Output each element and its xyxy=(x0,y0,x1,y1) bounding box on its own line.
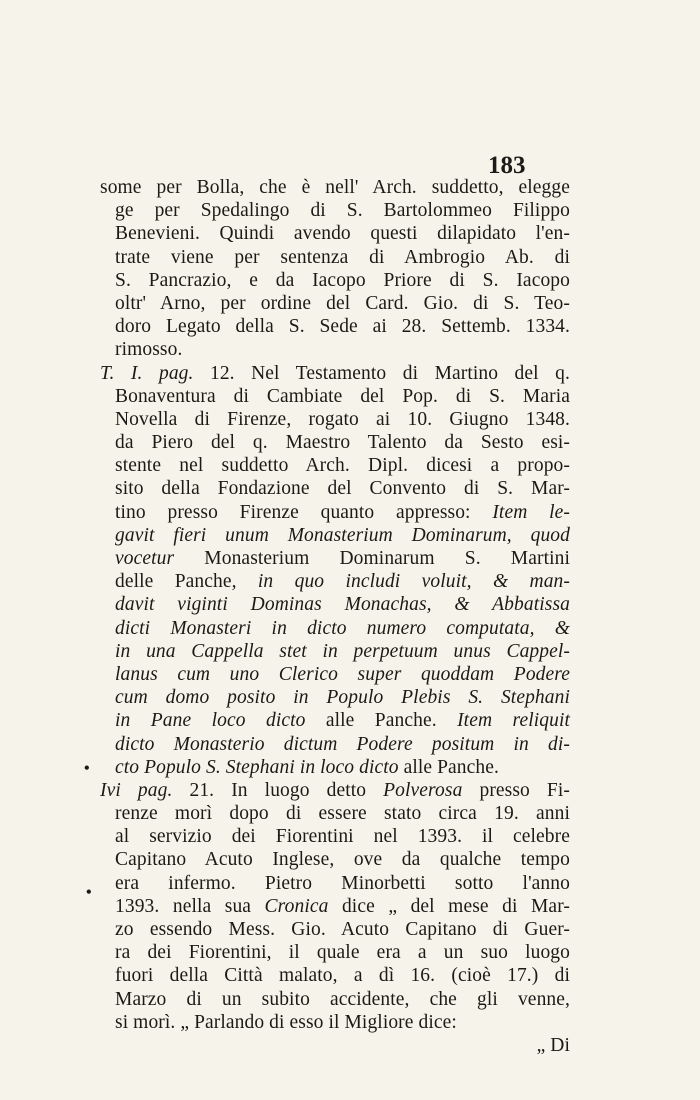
text-line xyxy=(100,501,570,524)
text-line xyxy=(100,709,570,732)
text-line xyxy=(100,431,570,454)
text-run: Capitano Acuto Inglese, ove da qualche tempo xyxy=(115,849,570,871)
text-line xyxy=(100,756,570,779)
text-line xyxy=(100,964,570,987)
text-line xyxy=(100,941,570,964)
text-line xyxy=(100,593,570,616)
text-run: si morì. „ Parlando di esso il Migliore dice: xyxy=(115,1011,457,1033)
text-line xyxy=(100,385,570,408)
text-line xyxy=(100,408,570,431)
text-line xyxy=(100,825,570,848)
text-run: ge per Spedalingo di S. Bartolommeo Filippo xyxy=(115,200,570,222)
text-line xyxy=(100,477,570,500)
text-run: tino presso Firenze quanto appresso: xyxy=(115,501,493,523)
italic-text: gavit fieri unum Monasterium Dominarum, quod xyxy=(115,524,570,546)
text-run: dice „ del mese di Mar- xyxy=(328,895,570,917)
text-run: fuori della Città malato, a dì 16. (cioè 17.) di xyxy=(115,965,570,987)
text-line xyxy=(100,176,570,199)
text-run: ra dei Fiorentini, il quale era a un suo luogo xyxy=(115,942,570,964)
text-line xyxy=(100,570,570,593)
margin-mark: • xyxy=(86,884,92,901)
italic-text: , in quo includi voluit, & man- xyxy=(231,571,571,593)
text-line xyxy=(100,222,570,245)
text-line xyxy=(100,547,570,570)
text-run: S. Pancrazio, e da Iacopo Priore di S. Iacopo xyxy=(115,269,570,291)
text-line xyxy=(100,246,570,269)
italic-text: Item le- xyxy=(492,501,570,523)
text-line xyxy=(100,918,570,941)
text-line xyxy=(100,640,570,663)
text-run: presso Fi- xyxy=(462,779,570,801)
text-line xyxy=(100,663,570,686)
italic-text: dicto Monasterio dictum Podere positum in di- xyxy=(115,733,570,755)
text-line xyxy=(100,733,570,756)
text-line xyxy=(100,1011,570,1034)
text-run: sito della Fondazione del Convento di S. Mar- xyxy=(115,478,570,500)
italic-text: vocetur xyxy=(115,548,175,569)
italic-text: Ivi pag. xyxy=(100,779,173,801)
italic-text: Item reliquit xyxy=(457,710,571,732)
text-run: rimosso. xyxy=(115,339,183,361)
italic-text: cum domo posito in Populo Plebis S. Stephani xyxy=(115,687,570,709)
text-line xyxy=(100,362,570,385)
italic-text: in Pane loco dicto xyxy=(115,710,306,732)
text-run: delle Panche xyxy=(115,571,232,593)
text-line xyxy=(100,524,570,547)
text-line xyxy=(100,454,570,477)
text-run: Monasterium Dominarum S. Martini xyxy=(174,548,570,569)
text-run: al servizio dei Fiorentini nel 1393. il celebre xyxy=(115,826,570,848)
text-line xyxy=(100,779,570,802)
text-run: Novella di Firenze, rogato ai 10. Giugno 1348. xyxy=(115,408,570,430)
italic-text: dicti Monasteri in dicto numero computata, & xyxy=(115,617,570,639)
text-run: 1393. nella sua xyxy=(115,895,265,917)
body-text xyxy=(100,176,570,1057)
text-line xyxy=(100,199,570,222)
text-run: da Piero del q. Maestro Talento da Sesto esi- xyxy=(115,432,570,454)
text-line xyxy=(100,617,570,640)
text-line xyxy=(100,872,570,895)
italic-text: T. I. pag. xyxy=(100,362,194,384)
text-run: alle Panche. xyxy=(398,756,499,778)
text-run: 12. Nel Testamento di Martino del q. xyxy=(193,362,570,384)
text-line xyxy=(100,292,570,315)
text-line xyxy=(100,315,570,338)
text-line xyxy=(100,802,570,825)
text-run: 21. In luogo detto xyxy=(172,779,384,801)
text-line xyxy=(100,895,570,918)
text-run: stente nel suddetto Arch. Dipl. dicesi a propo- xyxy=(115,455,570,477)
italic-text: in una Cappella stet in perpetuum unus Cappel- xyxy=(115,640,570,662)
text-line xyxy=(100,988,570,1011)
text-line xyxy=(100,848,570,871)
text-run: zo essendo Mess. Gio. Acuto Capitano di Guer- xyxy=(115,919,570,940)
text-line xyxy=(100,269,570,292)
text-run: trate viene per sentenza di Ambrogio Ab. di xyxy=(115,246,570,268)
text-run: some per Bolla, che è nell' Arch. suddetto, elegge xyxy=(100,177,570,198)
text-run: oltr' Arno, per ordine del Card. Gio. di S. Teo- xyxy=(115,292,570,314)
italic-text: Cronica xyxy=(264,895,329,917)
italic-text: cto Populo S. Stephani in loco dicto xyxy=(115,756,399,778)
text-run: doro Legato della S. Sede ai 28. Settemb. 1334. xyxy=(115,316,570,338)
text-run: Benevieni. Quindi avendo questi dilapidato l'en- xyxy=(115,223,570,245)
text-run: alle Panche. xyxy=(305,710,458,732)
italic-text: davit viginti Dominas Monachas, & Abbatissa xyxy=(115,594,570,616)
text-run: Bonaventura di Cambiate del Pop. di S. Maria xyxy=(115,385,570,407)
text-run: „ Di xyxy=(536,1034,570,1056)
text-line xyxy=(100,1034,570,1057)
page-number: 183 xyxy=(488,152,526,179)
margin-mark: • xyxy=(84,760,90,777)
text-line xyxy=(100,686,570,709)
italic-text: Polverosa xyxy=(383,779,463,801)
text-run: era infermo. Pietro Minorbetti sotto l'anno xyxy=(115,872,570,894)
text-run: renze morì dopo di essere stato circa 19. anni xyxy=(115,803,570,825)
text-run: Marzo di un subito accidente, che gli venne, xyxy=(115,988,570,1010)
italic-text: lanus cum uno Clerico super quoddam Podere xyxy=(115,663,570,685)
text-line xyxy=(100,338,570,361)
